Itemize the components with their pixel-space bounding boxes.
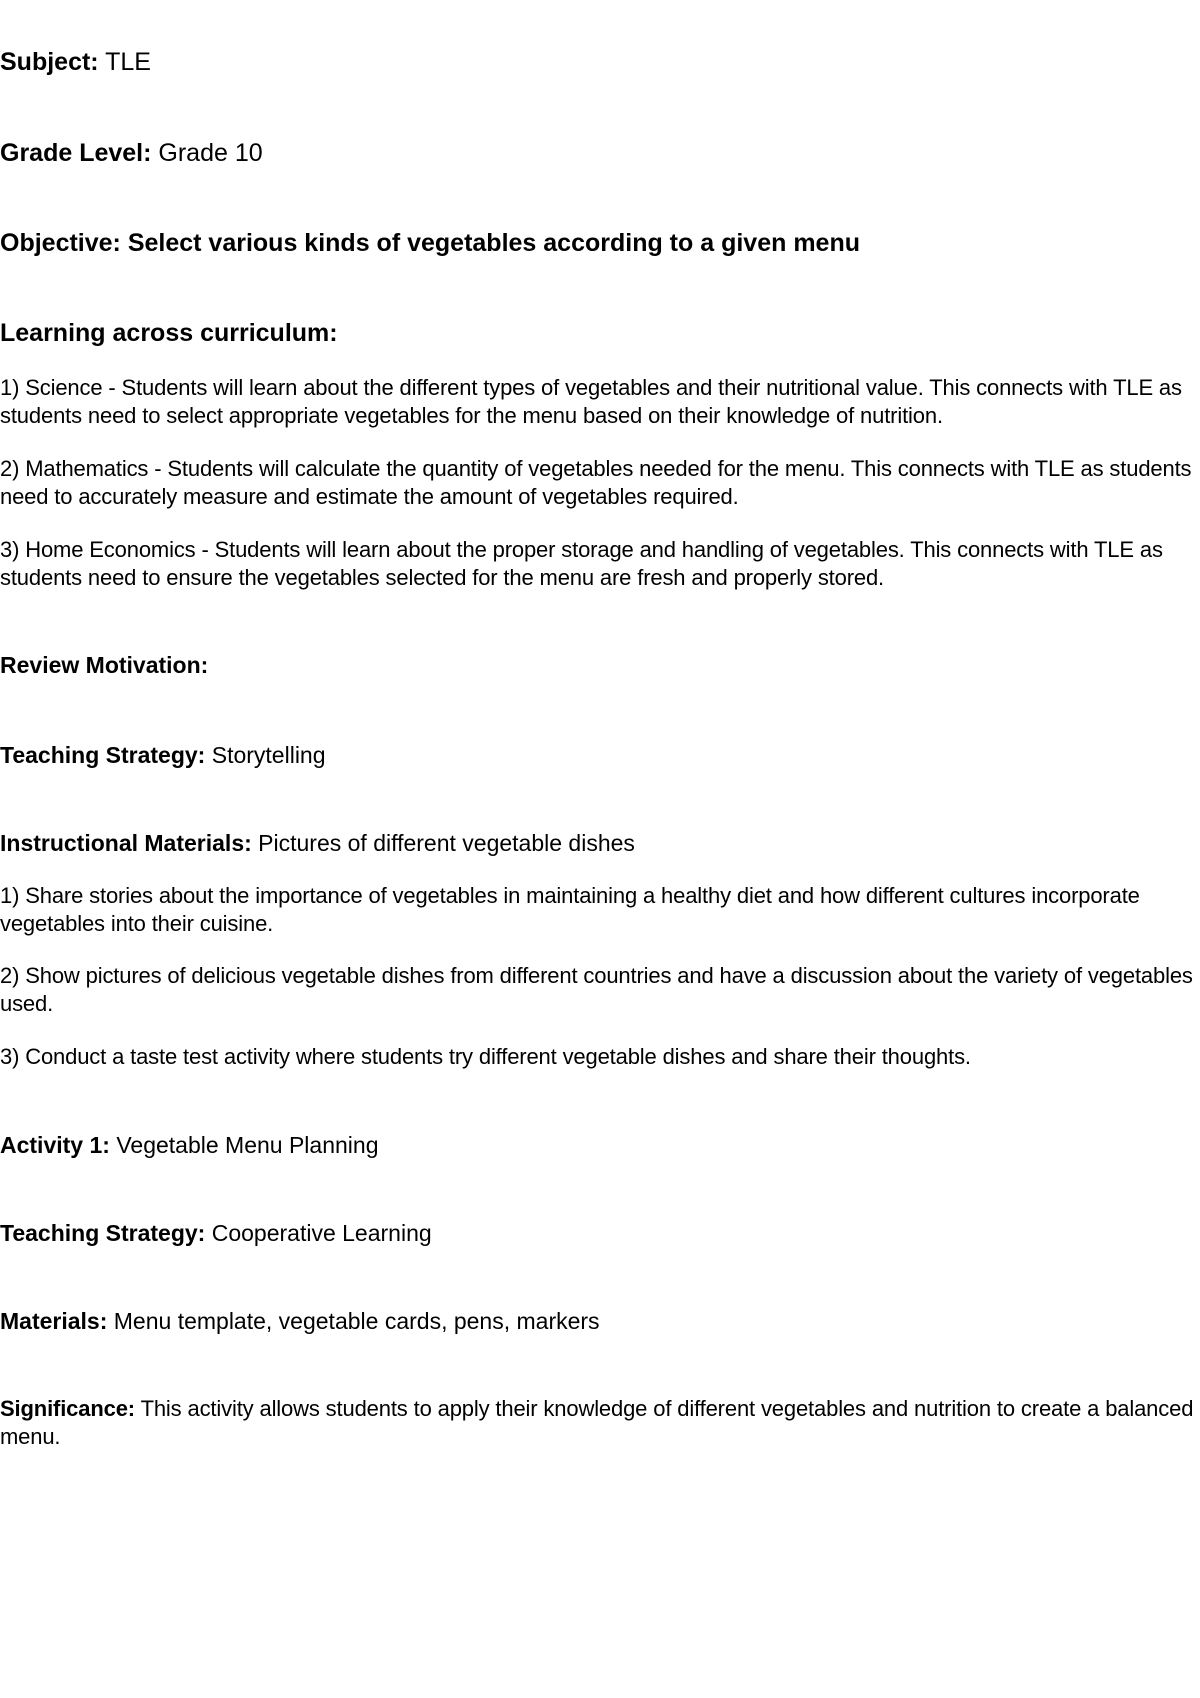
- learning-item-home-economics: 3) Home Economics - Students will learn about the proper storage and handling of vegetables. This connects with TLE as students need to ensure the vegetables selected for the menu are fresh and properly stored.: [0, 537, 1163, 590]
- review-item-taste-test: 3) Conduct a taste test activity where students try different vegetable dishes and share their thoughts.: [0, 1044, 971, 1069]
- review-motivation-heading: Review Motivation:: [0, 652, 209, 678]
- learning-item-mathematics: 2) Mathematics - Students will calculate the quantity of vegetables needed for the menu. This connects with TLE as students need to accurately measure and estimate the amount of vegetables required.: [0, 456, 1192, 509]
- activity1-materials-label: Materials:: [0, 1308, 108, 1334]
- subject-value: TLE: [105, 48, 151, 76]
- instructional-materials: [0, 829, 635, 857]
- learning-item-science: 1) Science - Students will learn about the different types of vegetables and their nutritional value. This connects with TLE as students need to select appropriate vegetables for the menu based on their knowledge of nutrition.: [0, 375, 1182, 428]
- review-item-pictures: 2) Show pictures of delicious vegetable dishes from different countries and have a discussion about the variety of vegetables used.: [0, 963, 1193, 1016]
- activity1-materials: [0, 1307, 600, 1335]
- activity1-teaching-strategy: [0, 1219, 432, 1247]
- grade-line: [0, 138, 263, 168]
- activity1-materials-value: Menu template, vegetable cards, pens, markers: [113, 1308, 600, 1334]
- review-teaching-strategy: [0, 741, 326, 769]
- activity1-significance: [0, 1395, 1196, 1451]
- review-teaching-strategy-label: Teaching Strategy:: [0, 742, 206, 768]
- learning-across-heading: Learning across curriculum:: [0, 319, 338, 347]
- review-item-stories: 1) Share stories about the importance of vegetables in maintaining a healthy diet and how different cultures incorporate vegetables into their cuisine.: [0, 883, 1140, 936]
- activity1-label: Activity 1:: [0, 1132, 110, 1158]
- objective-value: Select various kinds of vegetables according to a given menu: [127, 229, 860, 257]
- activity1-value: Vegetable Menu Planning: [116, 1132, 379, 1158]
- activity1-title: [0, 1131, 378, 1159]
- grade-label: Grade Level:: [0, 139, 152, 167]
- instructional-materials-label: Instructional Materials:: [0, 830, 252, 856]
- activity1-teaching-strategy-value: Cooperative Learning: [211, 1220, 432, 1246]
- grade-value: Grade 10: [158, 139, 263, 167]
- activity1-significance-value: This activity allows students to apply their knowledge of different vegetables and nutrition to create a balanced menu.: [0, 1396, 1194, 1449]
- activity1-significance-label: Significance:: [0, 1396, 135, 1421]
- activity1-teaching-strategy-label: Teaching Strategy:: [0, 1220, 206, 1246]
- review-teaching-strategy-value: Storytelling: [211, 742, 326, 768]
- objective-line: [0, 228, 860, 258]
- instructional-materials-value: Pictures of different vegetable dishes: [258, 830, 635, 856]
- subject-line: [0, 47, 151, 77]
- objective-label: Objective:: [0, 229, 121, 257]
- subject-label: Subject:: [0, 48, 99, 76]
